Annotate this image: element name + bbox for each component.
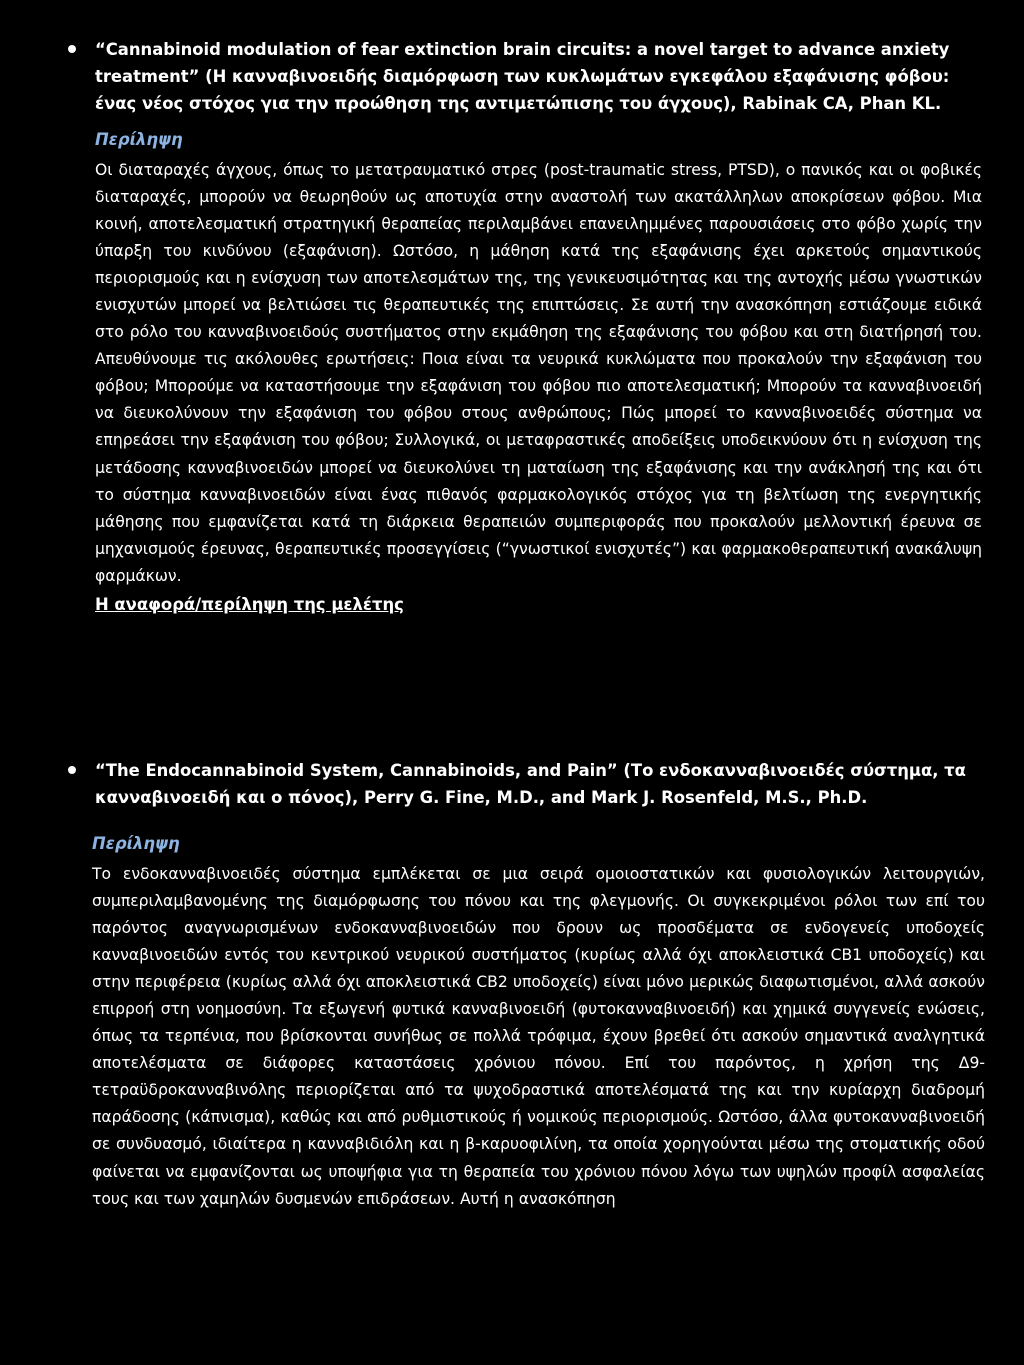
abstract-heading: Περίληψη: [95, 130, 183, 149]
bullet-icon: [68, 766, 76, 774]
study-title: “Cannabinoid modulation of fear extinction brain circuits: a novel target to advance anxiety treatment” (Η κανναβινοειδής διαμόρφωση των κυκλωμάτων εγκεφάλου εξαφάνισης φόβου: ένας νέος στόχος για την προώθηση της αντιμετώπισης του άγχους), Rabinak CA, Phan KL.: [95, 40, 950, 113]
study-entry-2: [92, 757, 985, 1213]
study-reference-link[interactable]: Η αναφορά/περίληψη της μελέτης: [95, 594, 404, 614]
bullet-icon: [68, 45, 76, 53]
abstract-text: Οι διαταραχές άγχους, όπως το μετατραυματικό στρες (post-traumatic stress, PTSD), ο πανικός και οι φοβικές διαταραχές, μπορούν να θεωρηθούν ως αποτυχία στην αναστολή των ακατάλληλων αποκρίσεων φόβου. Μια κοινή, αποτελεσματική στρατηγική θεραπείας περιλαμβάνει επανειλημμένες παρουσιάσεις στο φόβο χωρίς την ύπαρξη του κινδύνου (εξαφάνιση). Ωστόσο, η μάθηση κατά της εξαφάνισης έχει αρκετούς σημαντικούς περιορισμούς και η ενίσχυση των αποτελεσμάτων της, της γενικευσιμότητας και της αντοχής μέσω γνωστικών ενισχυτών μπορεί να βελτιώσει τις θεραπευτικές της επιπτώσεις. Σε αυτή την ανασκόπηση εστιάζουμε ειδικά στο ρόλο του κανναβινοειδούς συστήματος στην εκμάθηση της εξαφάνισης του φόβου και στη διατήρησή του. Απευθύνουμε τις ακόλουθες ερωτήσεις: Ποια είναι τα νευρικά κυκλώματα που προκαλούν την εξαφάνιση του φόβου; Μπορούμε να καταστήσουμε την εξαφάνιση του φόβου πιο αποτελεσματική; Μπορούν τα κανναβινοειδή να διευκολύνουν την εξαφάνιση του φόβου στους ανθρώπους; Πώς μπορεί το κανναβινοειδές σύστημα να επηρεάσει την εξαφάνιση του φόβου; Συλλογικά, οι μεταφραστικές αποδείξεις υποδεικνύουν ότι η ενίσχυση της μετάδοσης κανναβινοειδών μπορεί να διευκολύνει τη ματαίωση της εξαφάνισης και την ανάκλησή της και ότι το σύστημα κανναβινοειδών είναι ένας πιθανός φαρμακολογικός στόχος για τη βελτίωση της ενεργητικής μάθησης που εμφανίζεται κατά τη διάρκεια θεραπειών συμπεριφοράς που προκαλούν μελλοντική έρευνα σε μηχανισμούς έρευνας, θεραπευτικές προσεγγίσεις (“γνωστικοί ενισχυτές”) και φαρμακοθεραπευτική ανακάλυψη φαρμάκων.: [95, 161, 982, 585]
study-entry-1: [95, 36, 982, 618]
abstract-text: Το ενδοκανναβινοειδές σύστημα εμπλέκεται σε μια σειρά ομοιοστατικών και φυσιολογικών λειτουργιών, συμπεριλαμβανομένης της διαμόρφωσης του πόνου και της φλεγμονής. Οι συγκεκριμένοι ρόλοι των επί του παρόντος αναγνωρισμένων ενδοκανναβινοειδών που δρουν ως προσδέματα σε ενδογενείς υποδοχείς κανναβινοειδών εντός του κεντρικού νευρικού συστήματος (κυρίως αλλά όχι αποκλειστικά CB1 υποδοχείς) και στην περιφέρεια (κυρίως αλλά όχι αποκλειστικά CB2 υποδοχείς) είναι μόνο μερικώς διαφωτισμένοι, αλλά ασκούν επιρροή στη νοημοσύνη. Τα εξωγενή φυτικά κανναβινοειδή (φυτοκανναβινοειδή) και χημικά συγγενείς ενώσεις, όπως τα τερπένια, που βρίσκονται συνήθως σε πολλά τρόφιμα, έχουν βρεθεί ότι ασκούν σημαντικά αναλγητικά αποτελέσματα σε διάφορες καταστάσεις χρόνιου πόνου. Επί του παρόντος, η χρήση της Δ9-τετραϋδροκανναβινόλης περιορίζεται από τα ψυχοδραστικά αποτελέσματά της και την κυρίαρχη διαδρομή παράδοσης (κάπνισμα), καθώς και από ρυθμιστικούς ή νομικούς περιορισμούς. Ωστόσο, άλλα φυτοκανναβινοειδή σε συνδυασμό, ιδιαίτερα η κανναβιδιόλη και η β-καρυοφιλίνη, τα οποία χορηγούνται μέσω της στοματικής οδού φαίνεται να εμφανίζονται ως υποψήφια για τη θεραπεία του χρόνιου πόνου λόγω των υψηλών προφίλ ασφαλείας τους και των χαμηλών δυσμενών επιδράσεων. Αυτή η ανασκόπηση: [92, 865, 985, 1208]
abstract-heading: Περίληψη: [92, 834, 180, 853]
study-title: “The Endocannabinoid System, Cannabinoids, and Pain” (Το ενδοκανναβινοειδές σύστημα, τα κανναβινοειδή και ο πόνος), Perry G. Fine, M.D., and Mark J. Rosenfeld, M.S., Ph.D.: [95, 761, 966, 807]
